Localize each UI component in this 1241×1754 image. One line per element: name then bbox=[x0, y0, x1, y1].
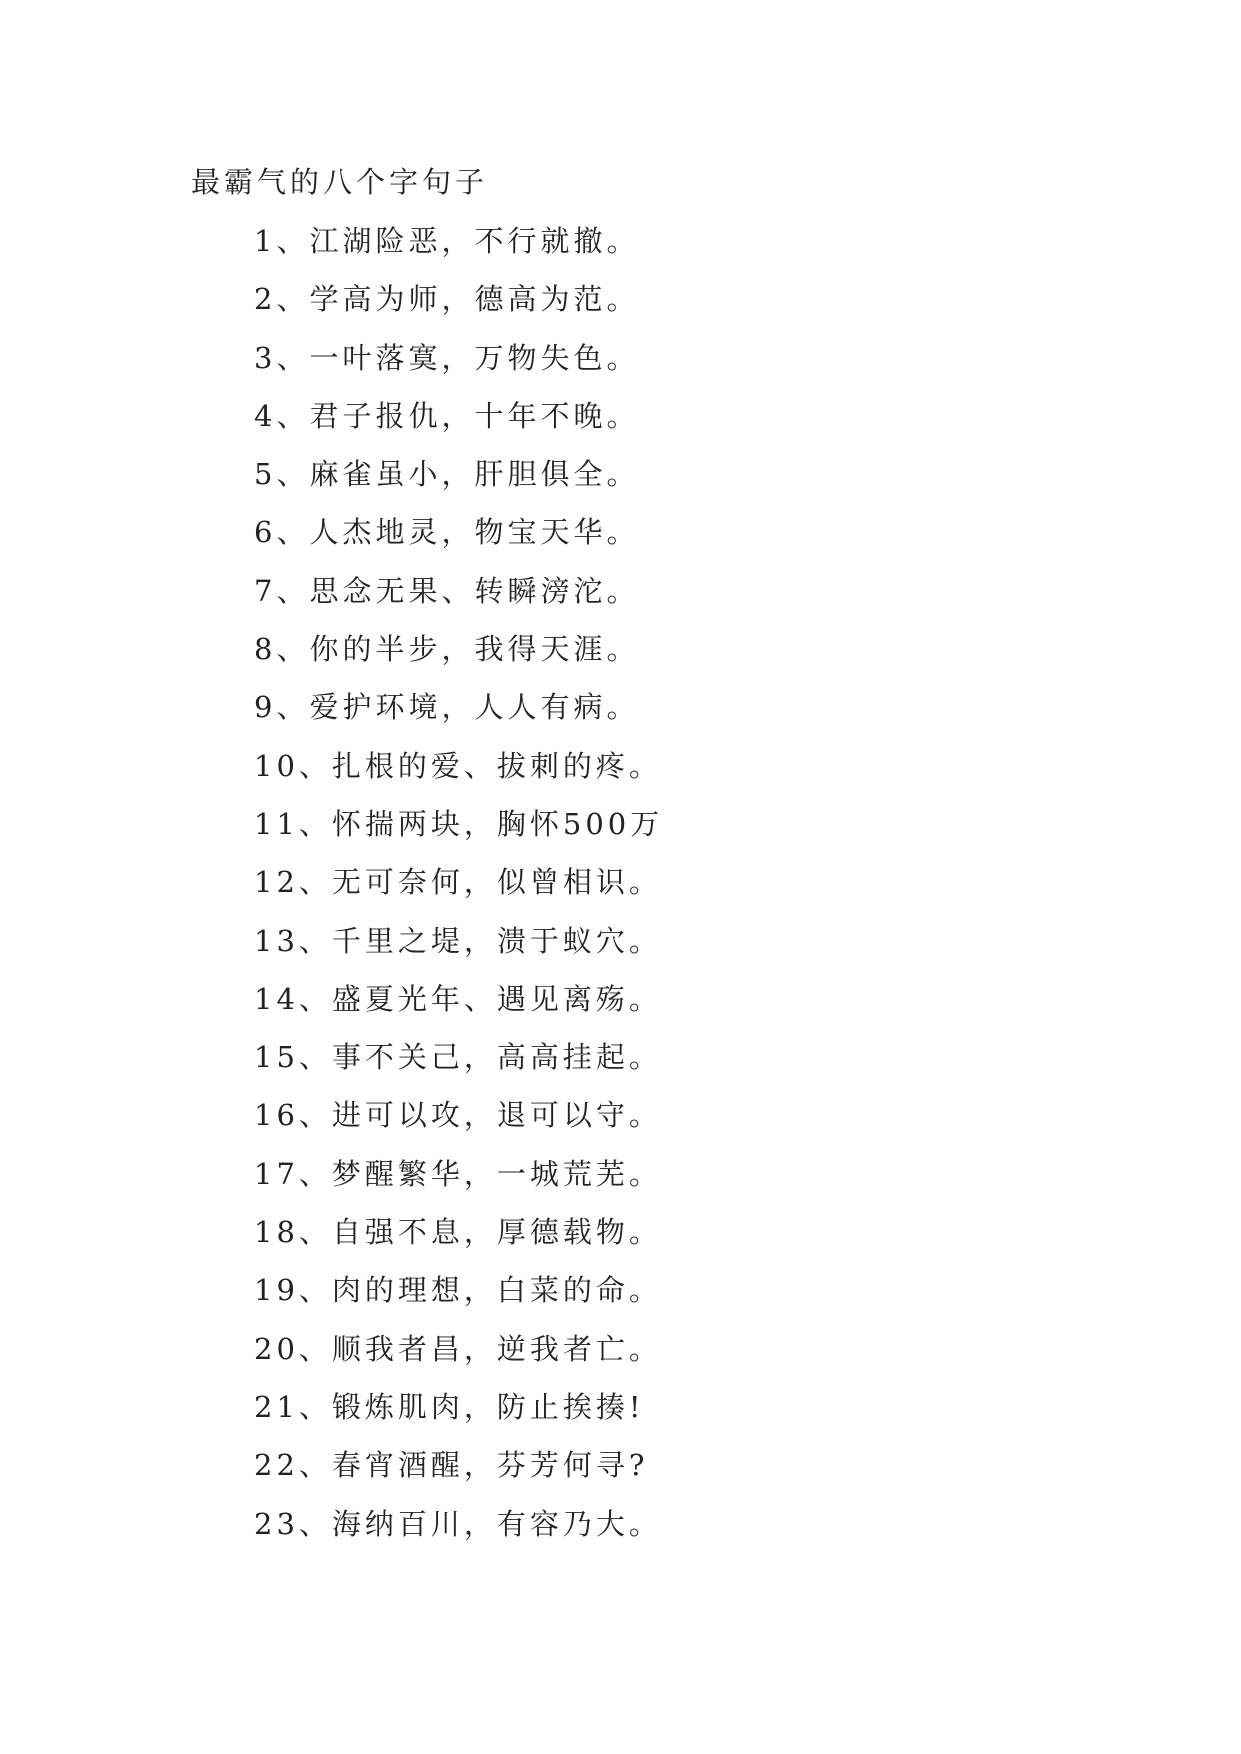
list-item: 15、事不关己，高高挂起。 bbox=[254, 1040, 662, 1075]
list-item: 3、一叶落寞，万物失色。 bbox=[254, 340, 640, 375]
list-item: 7、思念无果、转瞬滂沱。 bbox=[254, 573, 640, 608]
list-item: 8、你的半步，我得天涯。 bbox=[254, 632, 640, 667]
document-title: 最霸气的八个字句子 bbox=[191, 165, 489, 199]
list-item: 2、学高为师，德高为范。 bbox=[254, 282, 640, 317]
list-item: 11、怀揣两块，胸怀500万 bbox=[254, 806, 664, 841]
list-item: 10、扎根的爱、拔刺的疼。 bbox=[254, 748, 662, 783]
list-item: 4、君子报仇，十年不晚。 bbox=[254, 398, 640, 433]
list-item: 9、爱护环境，人人有病。 bbox=[254, 690, 640, 725]
list-item: 6、人杰地灵，物宝天华。 bbox=[254, 515, 640, 550]
list-item: 5、麻雀虽小，肝胆俱全。 bbox=[254, 457, 640, 492]
list-item: 17、梦醒繁华，一城荒芜。 bbox=[254, 1156, 662, 1191]
list-item: 22、春宵酒醒，芬芳何寻? bbox=[254, 1448, 649, 1483]
list-item: 1、江湖险恶，不行就撤。 bbox=[254, 224, 640, 258]
list-item: 13、千里之堤，溃于蚁穴。 bbox=[254, 923, 662, 958]
list-item: 12、无可奈何，似曾相识。 bbox=[254, 865, 662, 900]
list-item: 16、进可以攻，退可以守。 bbox=[254, 1098, 662, 1133]
list-item: 23、海纳百川，有容乃大。 bbox=[254, 1506, 662, 1541]
sentence-list bbox=[254, 221, 663, 1562]
list-item: 20、顺我者昌，逆我者亡。 bbox=[254, 1331, 662, 1366]
list-item: 19、肉的理想，白菜的命。 bbox=[254, 1273, 662, 1308]
list-item: 14、盛夏光年、遇见离殇。 bbox=[254, 981, 662, 1016]
list-item: 18、自强不息，厚德载物。 bbox=[254, 1215, 662, 1250]
list-item: 21、锻炼肌肉，防止挨揍! bbox=[254, 1389, 645, 1424]
